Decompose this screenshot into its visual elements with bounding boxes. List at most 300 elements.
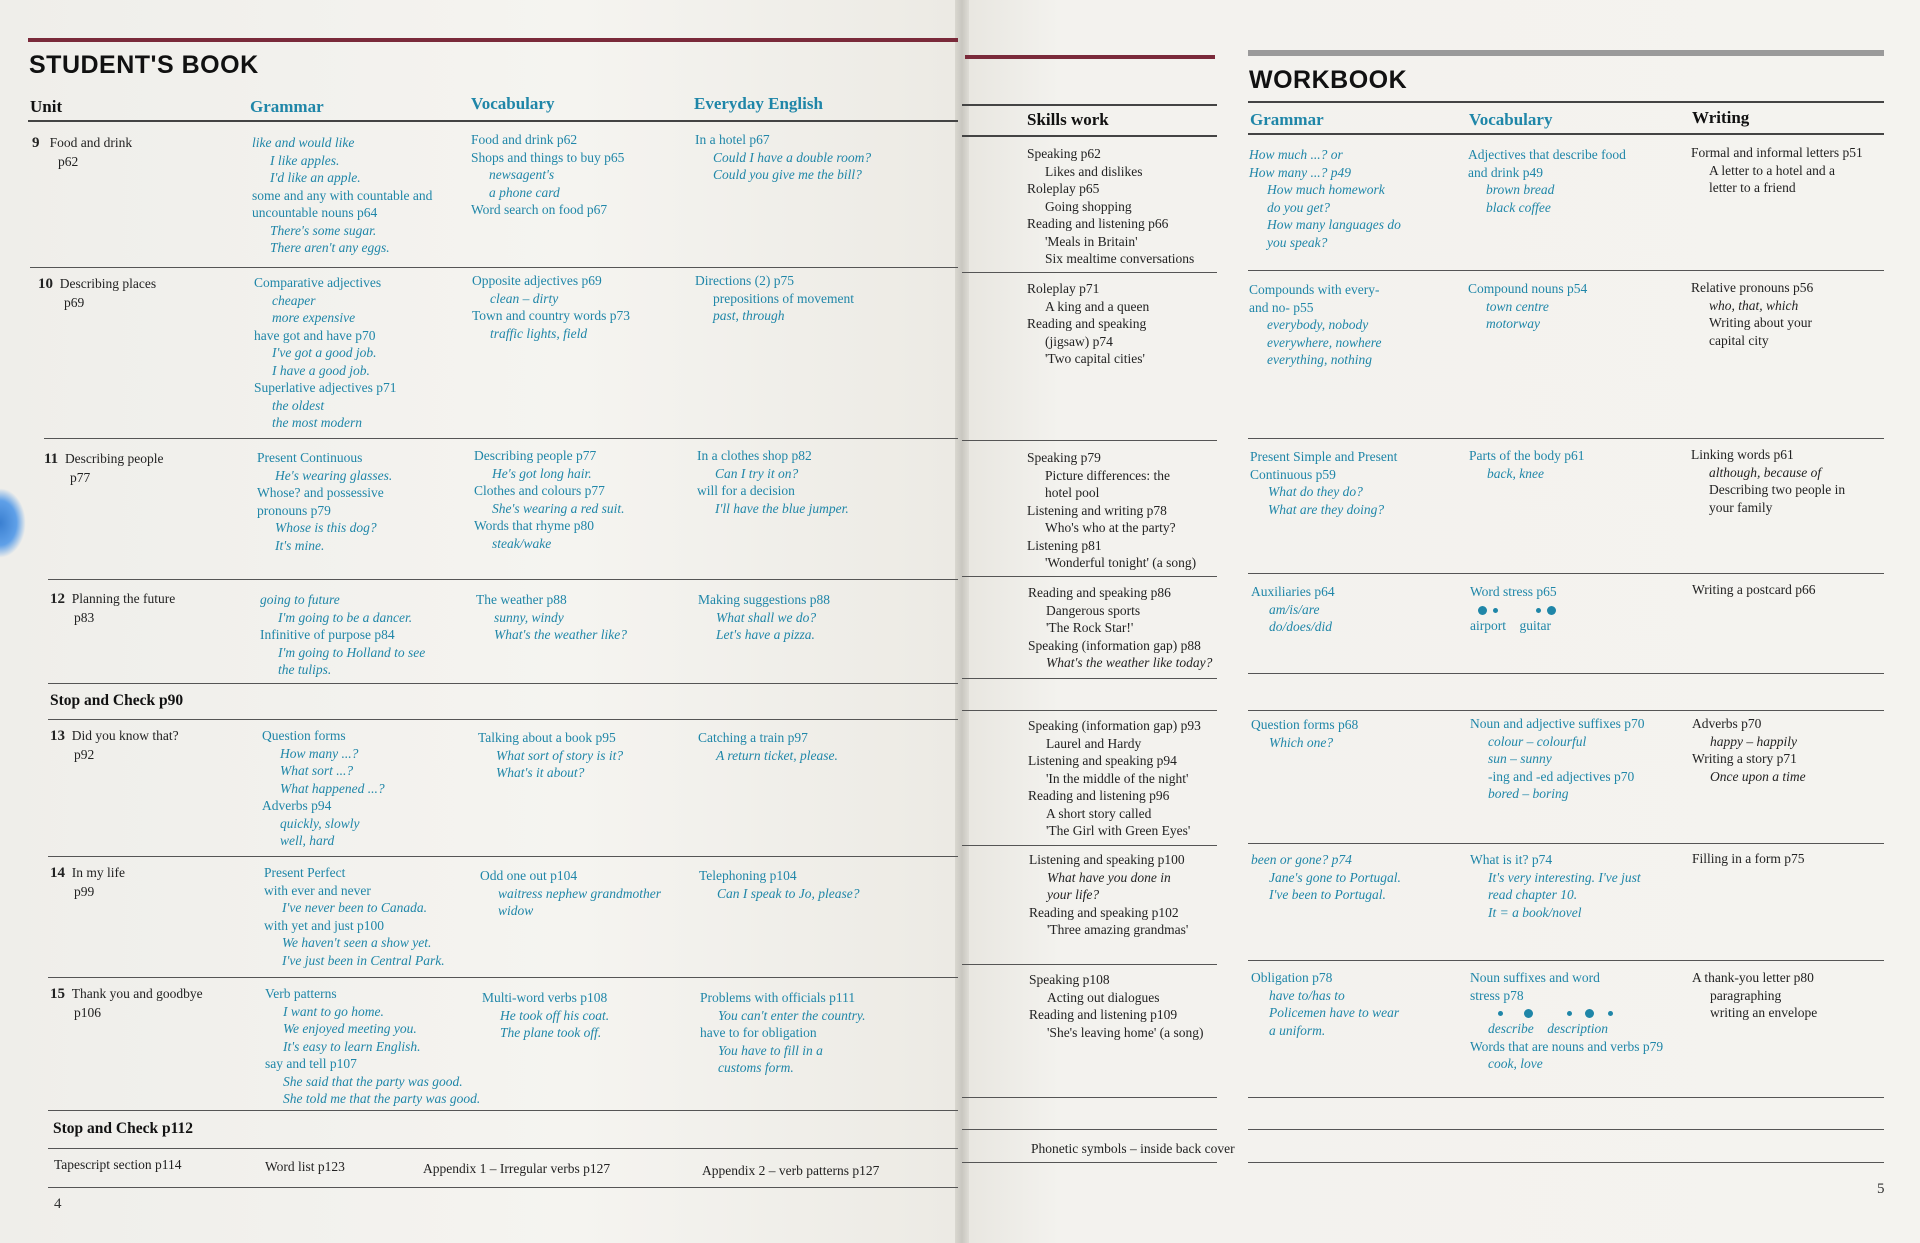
grammar-line: have got and have p70 (254, 327, 376, 343)
wb-vocabulary-cell (1470, 715, 1644, 803)
wb-writing-line: Writing a story p71 (1692, 751, 1797, 766)
row-divider (1248, 101, 1884, 103)
skills-line: Likes and dislikes (1045, 163, 1143, 179)
stress-dot-weak (1608, 1011, 1613, 1016)
row-divider (1248, 710, 1884, 711)
unit-number: 10 (38, 276, 53, 292)
grammar-line: I want to go home. (283, 1003, 384, 1019)
skills-line: 'Wonderful tonight' (a song) (1045, 555, 1197, 570)
row-divider (1248, 133, 1884, 135)
everyday-cell (700, 989, 866, 1077)
grammar-line: Whose is this dog? (275, 520, 377, 535)
vocabulary-line: Clothes and colours p77 (474, 483, 605, 498)
wb-writing-line: Linking words p61 (1691, 447, 1794, 462)
vocabulary-line: waitress nephew grandmother (498, 885, 661, 901)
row-divider (962, 576, 1217, 577)
grammar-line: I've just been in Central Park. (282, 952, 445, 968)
vocabulary-line: Word search on food p67 (471, 202, 608, 217)
skills-line: (jigsaw) p74 (1045, 333, 1113, 349)
grammar-line: with yet and just p100 (264, 917, 384, 933)
appendix-2: Appendix 2 – verb patterns p127 (702, 1163, 880, 1178)
skills-line: Speaking (information gap) p88 (1028, 637, 1201, 653)
row-divider (44, 438, 958, 439)
row-divider (962, 678, 1217, 679)
row-divider (48, 1148, 958, 1149)
skills-line: Acting out dialogues (1047, 989, 1160, 1005)
unit-title: Planning the future (71, 591, 176, 606)
grammar-line: quickly, slowly (280, 815, 360, 831)
stop-and-check-112: Stop and Check p112 (53, 1120, 193, 1137)
wb-vocabulary-line: Compound nouns p54 (1468, 281, 1588, 296)
row-divider (1248, 843, 1884, 844)
skills-cell (1027, 280, 1149, 368)
grammar-line: How many ...? (280, 745, 359, 761)
skills-line: Speaking p108 (1029, 972, 1110, 987)
skills-line: Reading and listening p109 (1029, 1007, 1178, 1022)
everyday-line: Can I speak to Jo, please? (717, 885, 860, 901)
wb-writing-line: Adverbs p70 (1692, 716, 1762, 731)
wb-grammar-line: Which one? (1269, 734, 1334, 750)
wb-writing-line: your family (1709, 499, 1773, 515)
vocabulary-line: steak/wake (492, 535, 552, 551)
wb-writing-line: Filling in a form p75 (1692, 851, 1805, 866)
wb-vocabulary-line: What is it? p74 (1470, 852, 1553, 867)
wb-vocabulary-cell (1468, 146, 1626, 216)
wb-grammar-cell (1250, 448, 1397, 518)
everyday-cell (699, 867, 859, 902)
unit-page: p69 (64, 294, 85, 310)
stress-dot-strong (1524, 1009, 1533, 1018)
grammar-line: There aren't any eggs. (270, 240, 390, 255)
skills-line: hotel pool (1045, 485, 1100, 500)
unit-number: 14 (50, 865, 65, 881)
wb-vocabulary-line: colour – colourful (1488, 733, 1587, 749)
wb-grammar-cell (1251, 969, 1399, 1039)
wb-vocabulary-line: Parts of the body p61 (1469, 448, 1585, 463)
row-divider (962, 104, 1217, 106)
wb-grammar-line: How many languages do (1267, 217, 1401, 232)
grammar-line: say and tell p107 (265, 1056, 357, 1071)
unit-cell (44, 450, 164, 486)
grammar-line: with ever and never (264, 882, 371, 898)
grammar-line: cheaper (272, 292, 316, 308)
skills-cell (1027, 145, 1194, 268)
unit-cell (38, 275, 156, 311)
everyday-line: Could you give me the bill? (713, 167, 862, 182)
skills-line: 'She's leaving home' (a song) (1047, 1024, 1204, 1040)
vocabulary-line: What sort of story is it? (496, 747, 624, 763)
grammar-cell (265, 985, 480, 1108)
book-gutter (955, 0, 969, 1243)
vocabulary-cell (480, 867, 661, 920)
everyday-line: What shall we do? (716, 609, 817, 625)
unit-cell (50, 590, 175, 626)
wb-grammar-line: been or gone? p74 (1251, 852, 1352, 867)
everyday-line: prepositions of movement (713, 290, 854, 306)
students-book-title: STUDENT'S BOOK (29, 51, 259, 79)
row-divider (1248, 673, 1884, 674)
skills-line: 'In the middle of the night' (1046, 770, 1189, 786)
wb-vocabulary-line: town centre (1486, 298, 1549, 314)
unit-title: In my life (71, 865, 125, 880)
unit-number: 12 (50, 591, 65, 607)
grammar-line: I'd like an apple. (270, 170, 361, 185)
stress-dot-strong (1585, 1009, 1594, 1018)
wb-writing-cell (1692, 850, 1805, 868)
wb-vocabulary-line: Noun and adjective suffixes p70 (1470, 716, 1645, 731)
everyday-line: Catching a train p97 (698, 730, 808, 745)
vocabulary-cell (478, 729, 623, 782)
row-divider (48, 683, 958, 684)
unit-page: p83 (74, 609, 95, 625)
everyday-line: I'll have the blue jumper. (715, 500, 849, 516)
wb-writing-cell (1691, 279, 1813, 349)
wb-grammar-line: Auxiliaries p64 (1251, 584, 1335, 599)
wb-writing-line: letter to a friend (1709, 180, 1796, 195)
skills-line: Going shopping (1045, 198, 1132, 214)
everyday-line: will for a decision (697, 483, 795, 498)
wb-writing-cell (1692, 581, 1816, 599)
unit-number: 13 (50, 728, 65, 744)
wb-vocabulary-line: Adjectives that describe food (1468, 147, 1626, 162)
skills-line: A short story called (1046, 805, 1152, 821)
grammar-line: I've got a good job. (272, 345, 377, 360)
skills-title-rule (965, 55, 1215, 59)
wb-vocabulary-line: airport guitar (1470, 617, 1551, 633)
wb-grammar-cell (1249, 281, 1381, 369)
wb-grammar-line: I've been to Portugal. (1269, 887, 1386, 902)
wb-writing-line: Writing about your (1709, 315, 1812, 330)
skills-line: What's the weather like today? (1046, 655, 1213, 670)
vocabulary-line: a phone card (489, 184, 560, 200)
grammar-line: I have a good job. (272, 362, 370, 378)
row-divider (1248, 1129, 1884, 1130)
wb-vocabulary-line: -ing and -ed adjectives p70 (1488, 768, 1635, 784)
everyday-line: You have to fill in a (718, 1042, 823, 1058)
header-everyday-english: Everyday English (694, 94, 823, 113)
row-divider (1248, 960, 1884, 961)
wb-writing-line: writing an envelope (1710, 1005, 1818, 1020)
wb-grammar-line: Compounds with every- (1249, 282, 1380, 297)
word-list: Word list p123 (265, 1159, 345, 1174)
skills-line: 'Three amazing grandmas' (1047, 922, 1189, 937)
wb-writing-line: capital city (1709, 332, 1769, 348)
skills-line: Reading and listening p66 (1027, 216, 1169, 231)
wb-vocabulary-line: stress p78 (1470, 987, 1524, 1003)
vocabulary-cell (476, 591, 627, 644)
wb-grammar-line: Jane's gone to Portugal. (1269, 869, 1401, 885)
skills-line: Listening and writing p78 (1027, 502, 1167, 518)
skills-line: Reading and speaking (1027, 316, 1147, 331)
everyday-line: Directions (2) p75 (695, 273, 794, 288)
wb-vocabulary-line: It = a book/novel (1488, 904, 1582, 920)
wb-grammar-line: and no- p55 (1249, 299, 1314, 315)
grammar-line: Present Perfect (264, 865, 346, 880)
row-divider (1248, 1162, 1884, 1163)
vocabulary-line: Multi-word verbs p108 (482, 990, 608, 1005)
everyday-line: A return ticket, please. (716, 747, 838, 763)
vocabulary-line: Food and drink p62 (471, 132, 578, 147)
stress-dot-weak (1567, 1011, 1572, 1016)
wb-vocabulary-line: bored – boring (1488, 786, 1569, 801)
row-divider (48, 1187, 958, 1188)
skills-line: A king and a queen (1045, 298, 1150, 314)
grammar-line: We haven't seen a show yet. (282, 935, 432, 950)
everyday-line: Problems with officials p111 (700, 990, 856, 1005)
grammar-line: pronouns p79 (257, 502, 331, 518)
wb-grammar-line: Question forms p68 (1251, 717, 1359, 732)
wb-writing-line: Formal and informal letters p51 (1691, 145, 1863, 160)
skills-cell (1029, 851, 1188, 939)
page-number-left: 4 (54, 1196, 62, 1212)
row-divider (48, 719, 958, 720)
wb-vocabulary-line: and drink p49 (1468, 164, 1543, 180)
vocabulary-line: traffic lights, field (490, 325, 588, 341)
appendix-1: Appendix 1 – Irregular verbs p127 (423, 1161, 611, 1176)
grammar-line: I like apples. (270, 152, 340, 168)
grammar-cell (252, 134, 432, 257)
blue-object-edge (0, 488, 26, 558)
everyday-line: In a clothes shop p82 (697, 448, 812, 463)
wb-writing-line: although, because of (1709, 464, 1822, 480)
header-grammar: Grammar (250, 97, 324, 116)
wb-vocabulary-cell (1469, 447, 1585, 482)
page-number-right: 5 (1877, 1181, 1885, 1197)
row-divider (1248, 573, 1884, 574)
skills-line: Who's who at the party? (1045, 520, 1176, 535)
skills-line: Listening and speaking p94 (1028, 753, 1177, 768)
vocabulary-line: Town and country words p73 (472, 308, 631, 323)
skills-line: Roleplay p65 (1027, 181, 1100, 196)
skills-line: Reading and speaking p86 (1028, 585, 1171, 600)
everyday-cell (698, 729, 838, 764)
wb-vocabulary-cell (1470, 851, 1641, 921)
skills-line: Six mealtime conversations (1045, 251, 1195, 266)
grammar-line: Whose? and possessive (257, 485, 384, 500)
skills-line: Reading and speaking p102 (1029, 904, 1179, 920)
skills-line: Roleplay p71 (1027, 281, 1100, 296)
grammar-line: the oldest (272, 397, 325, 413)
stress-dot-strong (1547, 606, 1556, 615)
unit-cell (50, 864, 125, 900)
wb-grammar-line: How many ...? p49 (1249, 164, 1351, 180)
wb-header-grammar: Grammar (1250, 110, 1324, 129)
wb-grammar-cell (1251, 851, 1401, 904)
everyday-cell (698, 591, 830, 644)
everyday-line: Let's have a pizza. (716, 627, 815, 642)
skills-line: your life? (1047, 887, 1100, 902)
vocabulary-line: What's it about? (496, 765, 585, 780)
skills-line: 'The Girl with Green Eyes' (1046, 823, 1191, 838)
skills-cell (1028, 717, 1201, 840)
row-divider (962, 964, 1217, 965)
vocabulary-line: sunny, windy (494, 609, 564, 625)
grammar-cell (254, 274, 396, 432)
row-divider (962, 710, 1217, 711)
skills-cell (1029, 971, 1204, 1041)
skills-line: Speaking (information gap) p93 (1028, 718, 1201, 733)
row-divider (962, 1129, 1217, 1130)
wb-vocabulary-line: back, knee (1487, 465, 1544, 481)
everyday-cell (695, 131, 871, 184)
wb-vocabulary-line: Word stress p65 (1470, 584, 1557, 599)
row-divider (48, 1110, 958, 1111)
vocabulary-line: What's the weather like? (494, 627, 627, 642)
wb-writing-line: happy – happily (1710, 733, 1797, 749)
wb-grammar-line: Policemen have to wear (1269, 1005, 1400, 1020)
wb-grammar-line: am/is/are (1269, 601, 1320, 617)
wb-vocabulary-line: brown bread (1486, 182, 1555, 197)
grammar-cell (264, 864, 445, 969)
vocabulary-line: Opposite adjectives p69 (472, 273, 602, 288)
unit-number: 9 (32, 135, 40, 151)
grammar-line: Infinitive of purpose p84 (260, 627, 395, 642)
stress-dots (1470, 601, 1557, 617)
grammar-line: We enjoyed meeting you. (283, 1021, 417, 1036)
wb-grammar-line: everybody, nobody (1267, 317, 1369, 332)
unit-cell (50, 985, 203, 1021)
grammar-line: Comparative adjectives (254, 275, 382, 290)
wb-writing-cell (1691, 144, 1863, 197)
wb-grammar-cell (1251, 583, 1335, 636)
row-divider (48, 579, 958, 580)
grammar-line: Adverbs p94 (262, 798, 332, 813)
wb-vocabulary-cell (1468, 280, 1587, 333)
row-divider (48, 977, 958, 978)
row-divider (962, 1162, 1217, 1163)
vocabulary-line: newsagent's (489, 167, 555, 182)
wb-vocabulary-line: motorway (1486, 316, 1540, 331)
wb-vocabulary-line: black coffee (1486, 199, 1551, 215)
everyday-line: Telephoning p104 (699, 868, 797, 883)
row-divider (962, 440, 1217, 441)
wb-writing-line: Relative pronouns p56 (1691, 280, 1814, 295)
wb-grammar-line: everything, nothing (1267, 352, 1372, 367)
vocabulary-cell (471, 131, 624, 219)
wb-vocabulary-line: sun – sunny (1488, 751, 1552, 766)
wb-vocabulary-cell (1470, 583, 1557, 634)
skills-line: 'Two capital cities' (1045, 351, 1145, 366)
vocabulary-line: The plane took off. (500, 1025, 602, 1040)
skills-line: Laurel and Hardy (1046, 735, 1142, 751)
wb-writing-cell (1691, 446, 1845, 516)
wb-header-writing: Writing (1692, 108, 1750, 127)
grammar-line: well, hard (280, 833, 335, 848)
wb-vocabulary-line: Noun suffixes and word (1470, 970, 1600, 985)
stress-dot-weak (1498, 1011, 1503, 1016)
grammar-line: more expensive (272, 310, 356, 325)
unit-cell (32, 134, 132, 170)
wb-header-vocabulary: Vocabulary (1469, 110, 1553, 129)
skills-line: Picture differences: the (1045, 467, 1170, 483)
grammar-line: What happened ...? (280, 780, 385, 796)
grammar-cell (260, 591, 425, 679)
row-divider (962, 845, 1217, 846)
unit-title: Thank you and goodbye (71, 986, 203, 1001)
wb-grammar-line: How much homework (1267, 182, 1385, 197)
unit-title: Food and drink (49, 135, 133, 150)
grammar-line: some and any with countable and (252, 187, 433, 203)
wb-grammar-cell (1249, 146, 1401, 251)
grammar-line: Present Continuous (257, 450, 363, 465)
grammar-line: the most modern (272, 415, 362, 430)
unit-page: p77 (70, 469, 91, 485)
skills-line: 'Meals in Britain' (1045, 233, 1138, 249)
vocabulary-line: Describing people p77 (474, 448, 597, 463)
everyday-line: customs form. (718, 1060, 794, 1075)
header-unit: Unit (30, 97, 63, 116)
grammar-line: She said that the party was good. (283, 1073, 463, 1089)
wb-writing-line: Once upon a time (1710, 768, 1806, 784)
vocabulary-cell (474, 447, 625, 552)
row-divider (30, 267, 958, 268)
wb-grammar-line: a uniform. (1269, 1022, 1326, 1038)
vocabulary-line: He took off his coat. (500, 1007, 610, 1023)
wb-vocabulary-line: read chapter 10. (1488, 887, 1578, 902)
row-divider (1248, 438, 1884, 439)
unit-page: p106 (74, 1004, 101, 1020)
wb-grammar-line: Continuous p59 (1250, 466, 1336, 482)
grammar-line: He's wearing glasses. (275, 467, 393, 483)
wb-writing-line: who, that, which (1709, 297, 1799, 313)
wb-grammar-line: Obligation p78 (1251, 970, 1333, 985)
everyday-cell (695, 272, 854, 325)
skills-line: Speaking p62 (1027, 146, 1101, 161)
wb-grammar-line: everywhere, nowhere (1267, 334, 1382, 350)
grammar-line: Superlative adjectives p71 (254, 380, 397, 395)
wb-writing-cell (1692, 969, 1817, 1022)
grammar-line: I've never been to Canada. (282, 900, 427, 915)
grammar-line: going to future (260, 592, 340, 607)
everyday-line: Can I try it on? (715, 465, 799, 481)
everyday-line: In a hotel p67 (695, 132, 770, 147)
wb-grammar-line: Present Simple and Present (1250, 449, 1398, 464)
vocabulary-line: Odd one out p104 (480, 868, 578, 883)
wb-vocabulary-cell (1470, 969, 1663, 1073)
header-skills-work: Skills work (1027, 110, 1109, 129)
grammar-line: Verb patterns (265, 986, 337, 1001)
wb-writing-line: paragraphing (1710, 987, 1782, 1003)
wb-vocabulary-line: Words that are nouns and verbs p79 (1470, 1038, 1664, 1054)
unit-page: p62 (58, 153, 79, 169)
unit-cell (50, 727, 179, 763)
wb-grammar-line: do you get? (1267, 199, 1330, 215)
skills-line: Speaking p79 (1027, 450, 1101, 465)
skills-cell (1028, 584, 1212, 672)
grammar-line: There's some sugar. (270, 222, 377, 238)
wb-grammar-cell (1251, 716, 1358, 751)
grammar-line: uncountable nouns p64 (252, 205, 378, 220)
wb-grammar-line: you speak? (1267, 234, 1328, 250)
vocabulary-line: clean – dirty (490, 290, 559, 306)
grammar-line: It's mine. (275, 537, 325, 553)
vocabulary-line: She's wearing a red suit. (492, 500, 625, 516)
grammar-line: like and would like (252, 135, 355, 150)
wb-vocabulary-line: cook, love (1488, 1056, 1543, 1071)
everyday-line: Making suggestions p88 (698, 592, 831, 607)
wb-grammar-line: What are they doing? (1268, 501, 1385, 517)
everyday-line: Could I have a double room? (713, 149, 872, 165)
unit-page: p92 (74, 746, 95, 762)
stress-dots (1470, 1004, 1663, 1020)
vocabulary-line: Talking about a book p95 (478, 730, 616, 745)
wb-writing-line: Describing two people in (1709, 482, 1846, 497)
vocabulary-cell (482, 989, 609, 1042)
unit-title: Describing people (64, 451, 164, 466)
unit-number: 11 (44, 451, 59, 467)
wb-writing-line: A thank-you letter p80 (1692, 970, 1814, 985)
everyday-line: past, through (713, 308, 785, 323)
